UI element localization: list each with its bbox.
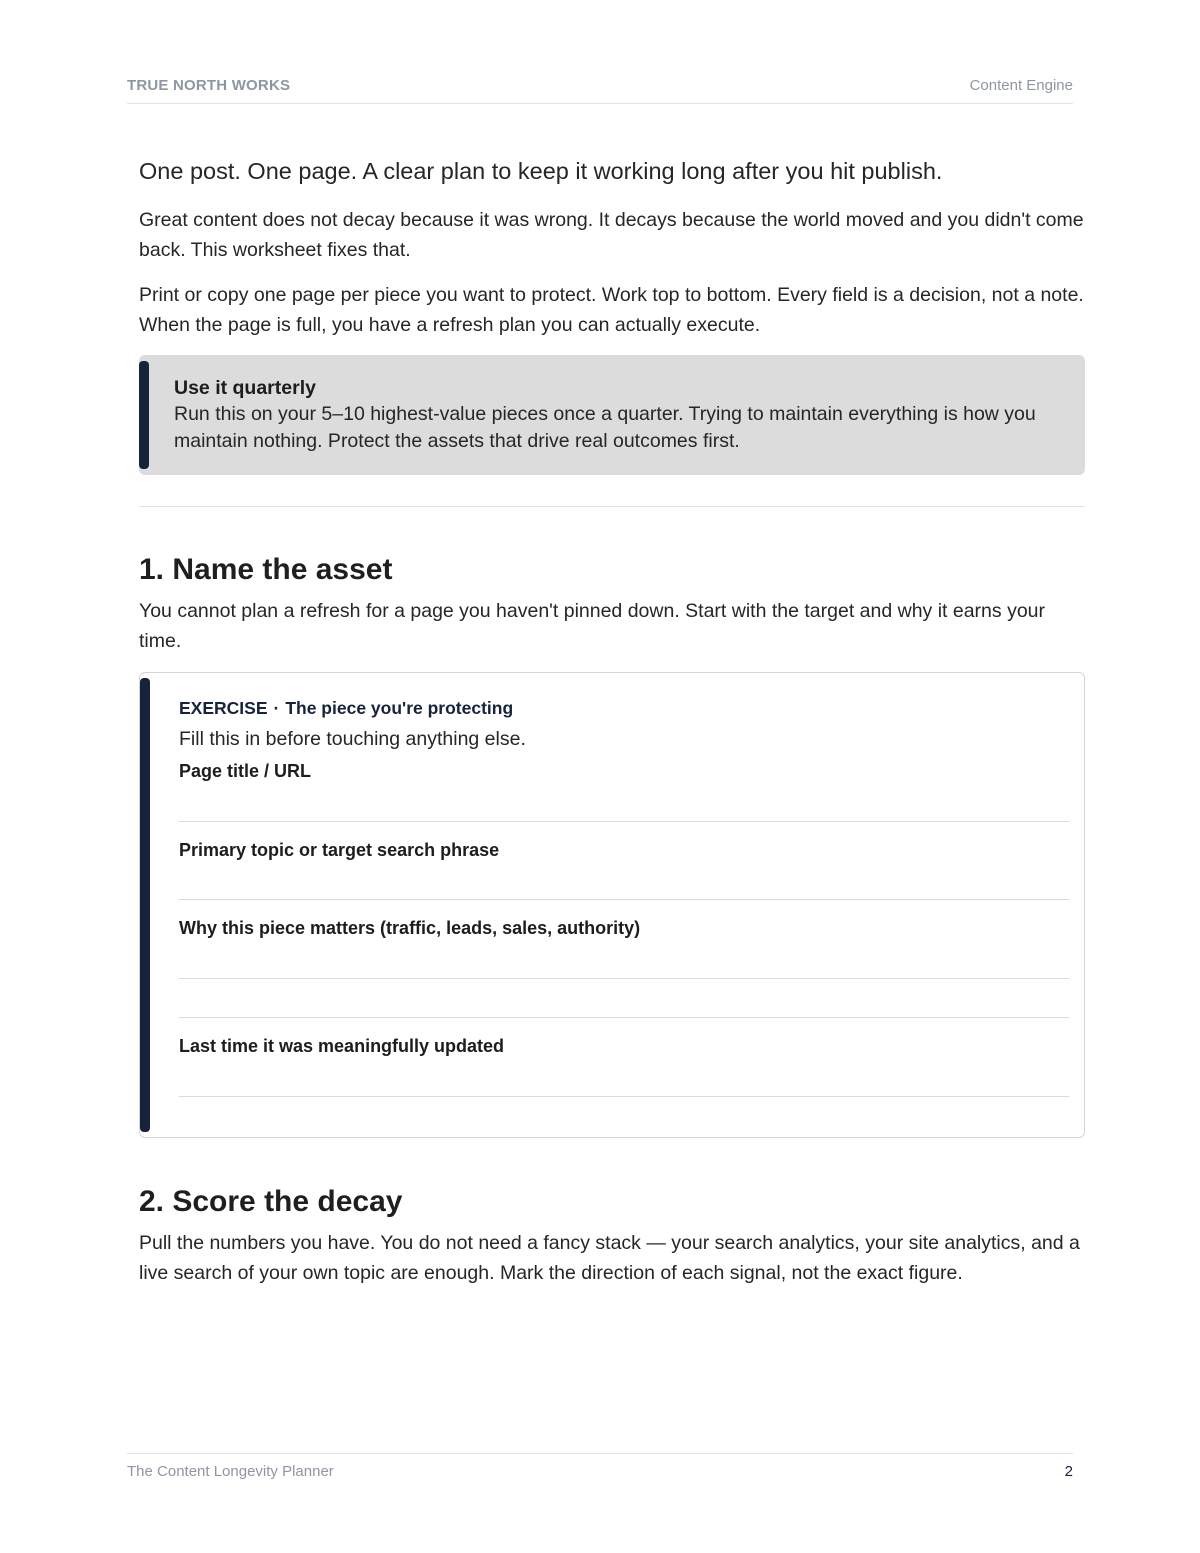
page-content (139, 155, 1085, 1288)
callout-body: Run this on your 5–10 highest-value pieces once a quarter. Trying to maintain everything is how you maintain nothing. Protect the assets that drive real outcomes first. (174, 403, 1036, 452)
page-number: 2 (1064, 1463, 1073, 1480)
section-1-intro: You cannot plan a refresh for a page you haven't pinned down. Start with the target and why it earns your time. (139, 600, 1045, 652)
lede: One post. One page. A clear plan to keep it working long after you hit publish. (139, 158, 943, 184)
exercise-subtitle: Fill this in before touching anything else. (179, 728, 526, 750)
section-divider (139, 506, 1085, 507)
exercise-header (179, 696, 1069, 720)
callout-box (139, 355, 1085, 475)
callout-accent-bar (139, 361, 149, 469)
exercise-accent-bar (140, 678, 150, 1132)
field-label-page-title: Page title / URL (179, 761, 312, 781)
exercise-title: The piece you're protecting (285, 698, 514, 718)
intro-paragraph-2: Print or copy one page per piece you want to protect. Work top to bottom. Every field is a decision, not a note. When the page is full, you have a refresh plan you can actually execute. (139, 284, 1084, 336)
field-input-page-title[interactable] (179, 821, 1069, 822)
exercise-tag: EXERCISE (179, 698, 268, 718)
footer-doc-title: The Content Longevity Planner (127, 1463, 334, 1480)
field-input-topic[interactable] (179, 899, 1069, 900)
field-input-why-matters-line-2[interactable] (179, 1017, 1069, 1018)
section-1-heading: 1. Name the asset (139, 553, 393, 586)
field-label-topic: Primary topic or target search phrase (179, 840, 500, 860)
callout-title: Use it quarterly (174, 377, 316, 399)
running-header (127, 77, 1073, 104)
section-2-heading: 2. Score the decay (139, 1185, 403, 1218)
intro-paragraph-1: Great content does not decay because it was wrong. It decays because the world moved and you didn't come back. This worksheet fixes that. (139, 209, 1084, 261)
exercise-separator: · (273, 698, 280, 718)
section-name: Content Engine (969, 77, 1073, 94)
field-input-why-matters-line-1[interactable] (179, 978, 1069, 979)
exercise-card (139, 672, 1085, 1138)
brand-name: TRUE NORTH WORKS (127, 77, 291, 94)
field-label-last-updated: Last time it was meaningfully updated (179, 1036, 505, 1056)
field-label-why-matters: Why this piece matters (traffic, leads, sales, authority) (179, 918, 641, 938)
field-input-last-updated[interactable] (179, 1096, 1069, 1097)
footer (127, 1453, 1073, 1480)
section-2-intro: Pull the numbers you have. You do not need a fancy stack — your search analytics, your site analytics, and a live search of your own topic are enough. Mark the direction of each signal, not the exact figure. (139, 1232, 1080, 1284)
